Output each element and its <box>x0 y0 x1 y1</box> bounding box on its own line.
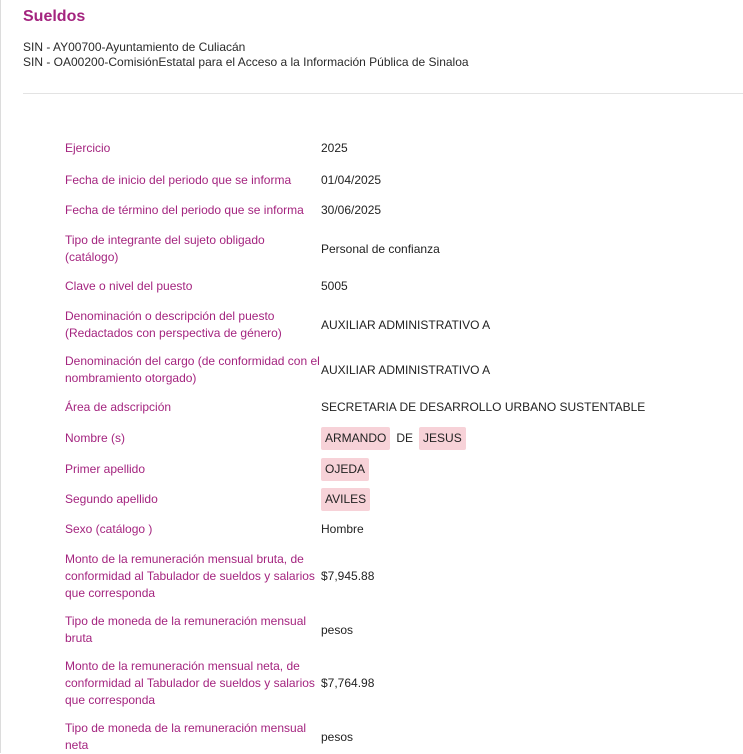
value-tipo-integrante: Personal de confianza <box>321 241 440 256</box>
subject-line-1: SIN - AY00700-Ayuntamiento de Culiacán <box>23 40 246 54</box>
page-header <box>0 0 743 70</box>
row-monto-bruta <box>65 551 725 602</box>
nombre-part-3: JESUS <box>419 427 466 450</box>
header-divider <box>23 93 743 94</box>
value-area-adscripcion: SECRETARIA DE DESARROLLO URBANO SUSTENTABLE <box>321 400 646 414</box>
label-denominacion-puesto: Denominación o descripción del puesto (Redactados con perspectiva de género) <box>65 309 282 340</box>
value-moneda-neta: pesos <box>321 729 354 744</box>
row-moneda-neta <box>65 720 725 754</box>
row-area-adscripcion <box>65 399 725 416</box>
label-denominacion-cargo: Denominación del cargo (de conformidad con el nombramiento otorgado) <box>65 354 320 385</box>
label-sexo: Sexo (catálogo ) <box>65 522 153 536</box>
value-clave-nivel: 5005 <box>321 279 348 293</box>
label-fecha-inicio: Fecha de inicio del periodo que se informa <box>65 173 292 187</box>
row-moneda-bruta <box>65 613 725 647</box>
value-moneda-bruta: pesos <box>321 622 354 637</box>
row-fecha-termino <box>65 202 725 219</box>
label-monto-bruta: Monto de la remuneración mensual bruta, de conformidad al Tabulador de sueldos y salarios que corresponda <box>65 552 315 600</box>
value-fecha-inicio: 01/04/2025 <box>321 173 382 187</box>
value-monto-bruta: $7,945.88 <box>321 569 375 583</box>
value-ejercicio: 2025 <box>321 141 348 155</box>
label-fecha-termino: Fecha de término del periodo que se informa <box>65 203 304 217</box>
nombre-part-1: ARMANDO <box>321 427 390 450</box>
label-ejercicio: Ejercicio <box>65 141 111 155</box>
label-moneda-bruta: Tipo de moneda de la remuneración mensual bruta <box>65 614 307 645</box>
value-monto-neta: $7,764.98 <box>321 676 375 690</box>
label-nombre: Nombre (s) <box>65 431 126 445</box>
label-clave-nivel: Clave o nivel del puesto <box>65 279 193 293</box>
label-monto-neta: Monto de la remuneración mensual neta, de conformidad al Tabulador de sueldos y salarios que corresponda <box>65 659 315 707</box>
value-sexo: Hombre <box>321 522 364 536</box>
label-area-adscripcion: Área de adscripción <box>65 400 172 414</box>
nombre-part-2: DE <box>396 431 414 445</box>
row-primer-apellido <box>65 458 725 481</box>
value-segundo-apellido <box>321 488 370 511</box>
row-fecha-inicio <box>65 172 725 189</box>
row-nombre <box>65 427 725 450</box>
label-tipo-integrante: Tipo de integrante del sujeto obligado (catálogo) <box>65 233 265 264</box>
segundo-apellido-text: AVILES <box>321 488 370 511</box>
row-monto-neta <box>65 658 725 709</box>
row-clave-nivel <box>65 278 725 295</box>
value-fecha-termino: 30/06/2025 <box>321 203 382 217</box>
page-left-border <box>0 0 1 753</box>
value-denominacion-cargo: AUXILIAR ADMINISTRATIVO A <box>321 362 491 377</box>
value-primer-apellido <box>321 458 369 481</box>
row-tipo-integrante <box>65 232 725 266</box>
subject-line-2: SIN - OA00200-ComisiónEstatal para el Acceso a la Información Pública de Sinaloa <box>23 55 469 69</box>
label-segundo-apellido: Segundo apellido <box>65 492 158 506</box>
row-ejercicio <box>65 140 725 157</box>
primer-apellido-text: OJEDA <box>321 458 369 481</box>
row-segundo-apellido <box>65 488 725 511</box>
label-moneda-neta: Tipo de moneda de la remuneración mensual neta <box>65 721 307 752</box>
row-denominacion-puesto <box>65 308 725 342</box>
value-nombre <box>321 427 466 450</box>
page-title: Sueldos <box>23 8 86 25</box>
label-primer-apellido: Primer apellido <box>65 462 146 476</box>
value-denominacion-puesto: AUXILIAR ADMINISTRATIVO A <box>321 317 491 332</box>
row-denominacion-cargo <box>65 353 725 387</box>
row-sexo <box>65 521 725 538</box>
